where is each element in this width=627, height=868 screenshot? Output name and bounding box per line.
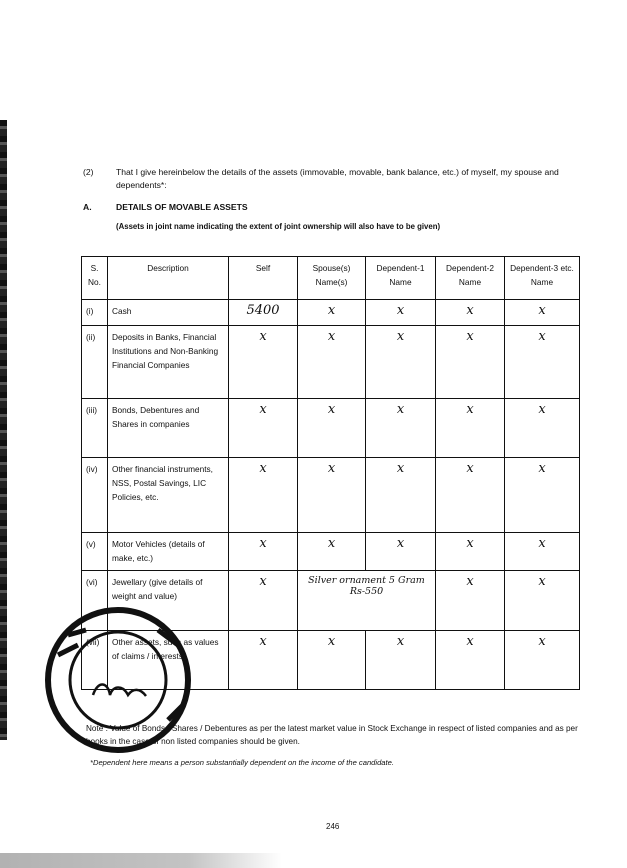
- self-value: x: [229, 326, 298, 399]
- spouse-jewellery-value: Silver ornament 5 Gram Rs-550: [298, 570, 436, 631]
- dependent-3-value: x: [505, 631, 580, 690]
- dependent-2-value: x: [436, 457, 505, 533]
- self-value: x: [229, 631, 298, 690]
- clause-number: (2): [83, 167, 94, 177]
- self-value: x: [229, 570, 298, 631]
- row-description: Cash: [108, 300, 229, 326]
- spouse-value: x: [298, 300, 366, 326]
- dependent-1-value: x: [366, 631, 436, 690]
- spouse-value: x: [298, 326, 366, 399]
- header-serial-no: S. No.: [82, 257, 108, 300]
- self-value: x: [229, 533, 298, 570]
- dependent-2-value: x: [436, 300, 505, 326]
- dependent-3-value: x: [505, 533, 580, 570]
- header-spouse: Spouse(s) Name(s): [298, 257, 366, 300]
- row-number: (vi): [82, 570, 108, 631]
- row-description: Deposits in Banks, Financial Institutions and Non-Banking Financial Companies: [108, 326, 229, 399]
- table-row: [82, 457, 580, 533]
- header-dependent-3: Dependent-3 etc. Name: [505, 257, 580, 300]
- note-text: Note : Value of Bonds / Shares / Debentures as per the latest market value in Stock Exchange in respect of listed companies and as per books in the case of non listed companies should be given.: [86, 724, 578, 746]
- row-description: Bonds, Debentures and Shares in companies: [108, 399, 229, 458]
- footnote-text: *Dependent here means a person substantially dependent on the income of the candidate.: [90, 758, 394, 767]
- self-value: x: [229, 457, 298, 533]
- header-description: Description: [108, 257, 229, 300]
- dependent-1-value: x: [366, 399, 436, 458]
- dependent-3-value: x: [505, 300, 580, 326]
- row-description: Other assets, such as values of claims / interests: [108, 631, 229, 690]
- dependent-1-value: x: [366, 326, 436, 399]
- section-letter: A.: [83, 202, 92, 212]
- dependent-2-value: x: [436, 631, 505, 690]
- row-description: Jewellary (give details of weight and value): [108, 570, 229, 631]
- self-value: x: [229, 399, 298, 458]
- row-number: (iii): [82, 399, 108, 458]
- table-header-row: [82, 257, 580, 300]
- scan-bottom-shadow: [0, 853, 627, 868]
- row-number: (ii): [82, 326, 108, 399]
- scan-margin-shadow: [0, 120, 7, 740]
- table-row: [82, 399, 580, 458]
- row-number: (v): [82, 533, 108, 570]
- header-dependent-1: Dependent-1 Name: [366, 257, 436, 300]
- row-description: Other financial instruments, NSS, Postal Savings, LIC Policies, etc.: [108, 457, 229, 533]
- table-row: [82, 300, 580, 326]
- table-row: [82, 326, 580, 399]
- dependent-2-value: x: [436, 533, 505, 570]
- dependent-1-value: x: [366, 457, 436, 533]
- self-value: 5400: [229, 300, 298, 326]
- spouse-value: x: [298, 631, 366, 690]
- row-number: (vii): [82, 631, 108, 690]
- section-subheading: (Assets in joint name indicating the extent of joint ownership will also have to be given): [116, 222, 441, 231]
- row-number: (iv): [82, 457, 108, 533]
- dependent-2-value: x: [436, 326, 505, 399]
- table-row: [82, 533, 580, 570]
- dependent-3-value: x: [505, 326, 580, 399]
- spouse-value: x: [298, 533, 366, 570]
- dependent-2-value: x: [436, 399, 505, 458]
- dependent-3-value: x: [505, 457, 580, 533]
- row-number: (i): [82, 300, 108, 326]
- header-dependent-2: Dependent-2 Name: [436, 257, 505, 300]
- dependent-3-value: x: [505, 399, 580, 458]
- header-self: Self: [229, 257, 298, 300]
- section-heading: DETAILS OF MOVABLE ASSETS: [116, 202, 248, 212]
- dependent-3-value: x: [505, 570, 580, 631]
- dependent-1-value: x: [366, 533, 436, 570]
- dependent-2-value: x: [436, 570, 505, 631]
- row-description: Motor Vehicles (details of make, etc.): [108, 533, 229, 570]
- spouse-value: x: [298, 457, 366, 533]
- page-number: 246: [326, 822, 340, 831]
- dependent-1-value: x: [366, 300, 436, 326]
- intro-text: That I give hereinbelow the details of the assets (immovable, movable, bank balance, etc.) of myself, my spouse and dependents*:: [116, 167, 559, 190]
- spouse-value: x: [298, 399, 366, 458]
